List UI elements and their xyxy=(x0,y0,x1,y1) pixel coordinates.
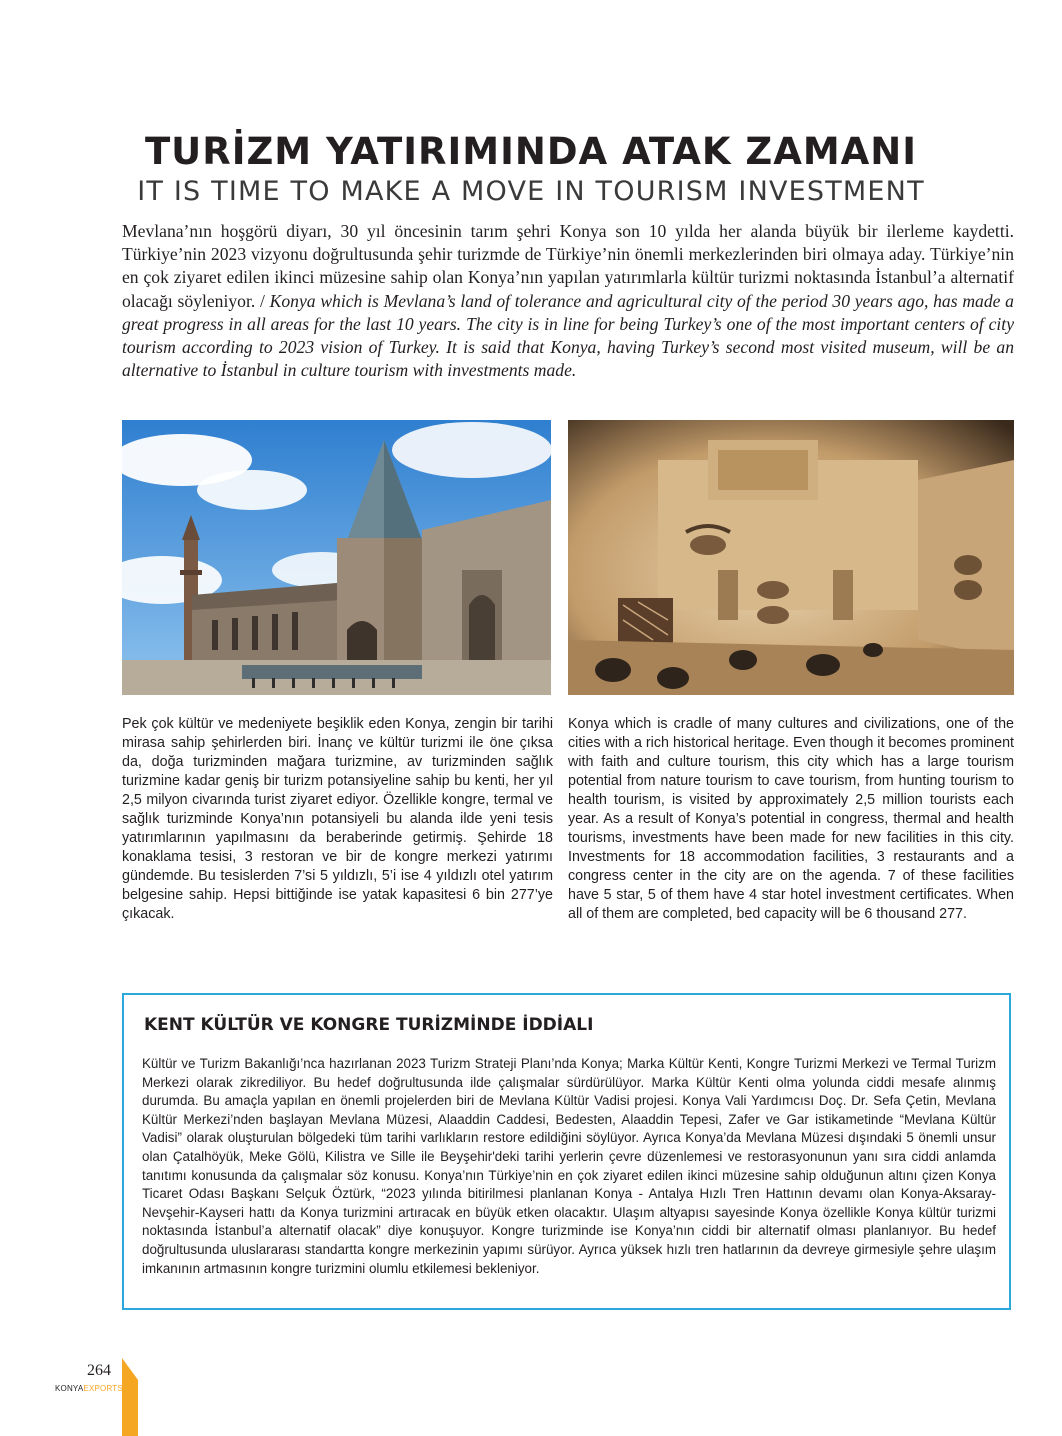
page-number: 264 xyxy=(87,1362,111,1379)
article-subtitle: IT IS TIME TO MAKE A MOVE IN TOURISM INVESTMENT xyxy=(137,176,925,207)
body-column-tr: Pek çok kültür ve medeniyete beşiklik eden Konya, zengin bir tarihi mirasa sahip şehirlerden biri. İnanç ve kültür turizmi ile öne çıksa da, doğa turizminden mağara turizmine, av turizminden sağlık turizmine kadar geniş bir turizm potansiyeline sahip bu kenti, her yıl 2,5 milyon civarında turist ziyaret ediyor. Özellikle kongre, termal ve sağlık turizminde Konya’nın potansiyeli bu alanda ilde yeni tesis yatırımlarının yapılmasını da beraberinde getirmiş. Şehirde 18 konaklama tesisi, 3 restoran ve bir de kongre merkezi yatırımı gündemde. Bu tesislerden 7’si 5 yıldızlı, 5’i ise 4 yıldızlı otel yatırım belgesine sahip. Hepsi bittiğinde ise yatak kapasitesi 6 bin 277’ye çıkacak. xyxy=(122,716,553,922)
brand-part-1: KONYA xyxy=(55,1384,84,1393)
lead-paragraph xyxy=(122,220,1014,382)
brand-part-2: EXPORTS xyxy=(83,1384,123,1393)
sidebar-box xyxy=(122,993,1011,1310)
mosque-photo xyxy=(122,420,551,695)
lead-text-en: Konya which is Mevlana’s land of tolerance and agricultural city of the period 30 years ago, has made a great progress in all areas for the last 10 years. The city is in line for being Turkey’s one of the most important centers of city tourism according to 2023 vision of Turkey. It is said that Konya, having Turkey’s second most visited museum, will be an alternative to İstanbul in culture tourism with investments made. xyxy=(122,290,1014,381)
museum-shrine-photo xyxy=(568,420,1014,695)
body-column-en: Konya which is cradle of many cultures and civilizations, one of the cities with a rich historical heritage. Even though it becomes prominent with faith and culture tourism, this city which has a large tourism potential from nature tourism to cave tourism, from hunting tourism to health tourism, is visited by approximately 2,5 million tourists each year. As a result of Konya’s potential in congress, thermal and health tourisms, investments have been made for new facilities in this city. Investments for 18 accommodation facilities, 3 restaurants and a congress center in the city are on the agenda. 7 of these facilities have 5 star, 5 of them have 4 star hotel investment certificates. When all of them are completed, bed capacity will be 6 thousand 277. xyxy=(568,716,1014,922)
page-tab-marker xyxy=(122,1358,138,1436)
magazine-brand xyxy=(55,1384,123,1393)
lead-text-tr: Mevlana’nın hoşgörü diyarı, 30 yıl öncesinin tarım şehri Konya son 10 yılda her alanda büyük bir ilerleme kaydetti. Türkiye’nin 2023 vizyonu doğrultusunda şehir turizmde de Türkiye’nin önemli merkezlerinden biri olmaya aday. Türkiye’nin en çok ziyaret edilen ikinci müzesine sahip olan Konya’nın yapılan yatırımlarla kültür turizmi noktasında İstanbul’a alternatif olacağı söyleniyor. / xyxy=(122,221,1014,311)
sidebar-box-text: Kültür ve Turizm Bakanlığı’nca hazırlanan 2023 Turizm Strateji Planı’nda Konya; Marka Kültür Kenti, Kongre Turizmi Merkezi ve Termal Turizm Merkezi olarak zikrediliyor. Bu hedef doğrultusunda ilde çalışmalar sürdürülüyor. Marka Kültür Kenti olma yolunda ciddi mesafe alınmış durumda. Bu amaçla yapılan en önemli projelerden biri de Mevlana Kültür Vadisi projesi. Konya Vali Yardımcısı Doç. Dr. Sefa Çetin, Mevlana Kültür Merkezi’nden başlayan Mevlana Müzesi, Alaaddin Caddesi, Bedesten, Alaaddin Tepesi, Zafer ve Gar istikametinde “Mevlana Kültür Vadisi” olarak oluşturulan bölgedeki tüm tarihi varlıkların restore edildiğini söylüyor. Ayrıca Konya’da Mevlana Müzesi dışındaki 5 önemli unsur olan Çatalhöyük, Meke Gölü, Kilistra ve Sille ile Beyşehir'deki tarihi yerlerin çevre düzenlemesi ve restorasyonunun yanı sıra ciddi anlamda tanıtımı konusunda da çalışmalar söz konusu. Konya’nın Türkiye’nin en çok ziyaret edilen ikinci müzesine sahip olduğunun altını çizen Konya Ticaret Odası Başkanı Selçuk Öztürk, “2023 yılında bitirilmesi planlanan Konya - Antalya Hızlı Tren Hattının devamı olan Konya-Aksaray-Nevşehir-Kayseri hattı da Konya turizmini artıracak en büyük etken olacaktır. Ulaşım altyapısı sayesinde Konya özellikle Konya kültür turizmi noktasında İstanbul’a alternatif olacak” diye konuşuyor. Kongre turizminde ise Konya’nın ciddi bir alternatif olması planlanıyor. Bu hedef doğrultusunda uluslararası standartta kongre merkezinin yapımı sürüyor. Ayrıca yüksek hızlı tren hatlarının da devreye girmesiyle şehre ulaşım imkanının artmasının kongre turizmini olumlu etkilemesi bekleniyor. xyxy=(142,1056,996,1276)
sidebar-box-title: KENT KÜLTÜR VE KONGRE TURİZMİNDE İDDİALI xyxy=(144,1015,594,1035)
article-title: TURİZM YATIRIMINDA ATAK ZAMANI xyxy=(144,130,918,173)
